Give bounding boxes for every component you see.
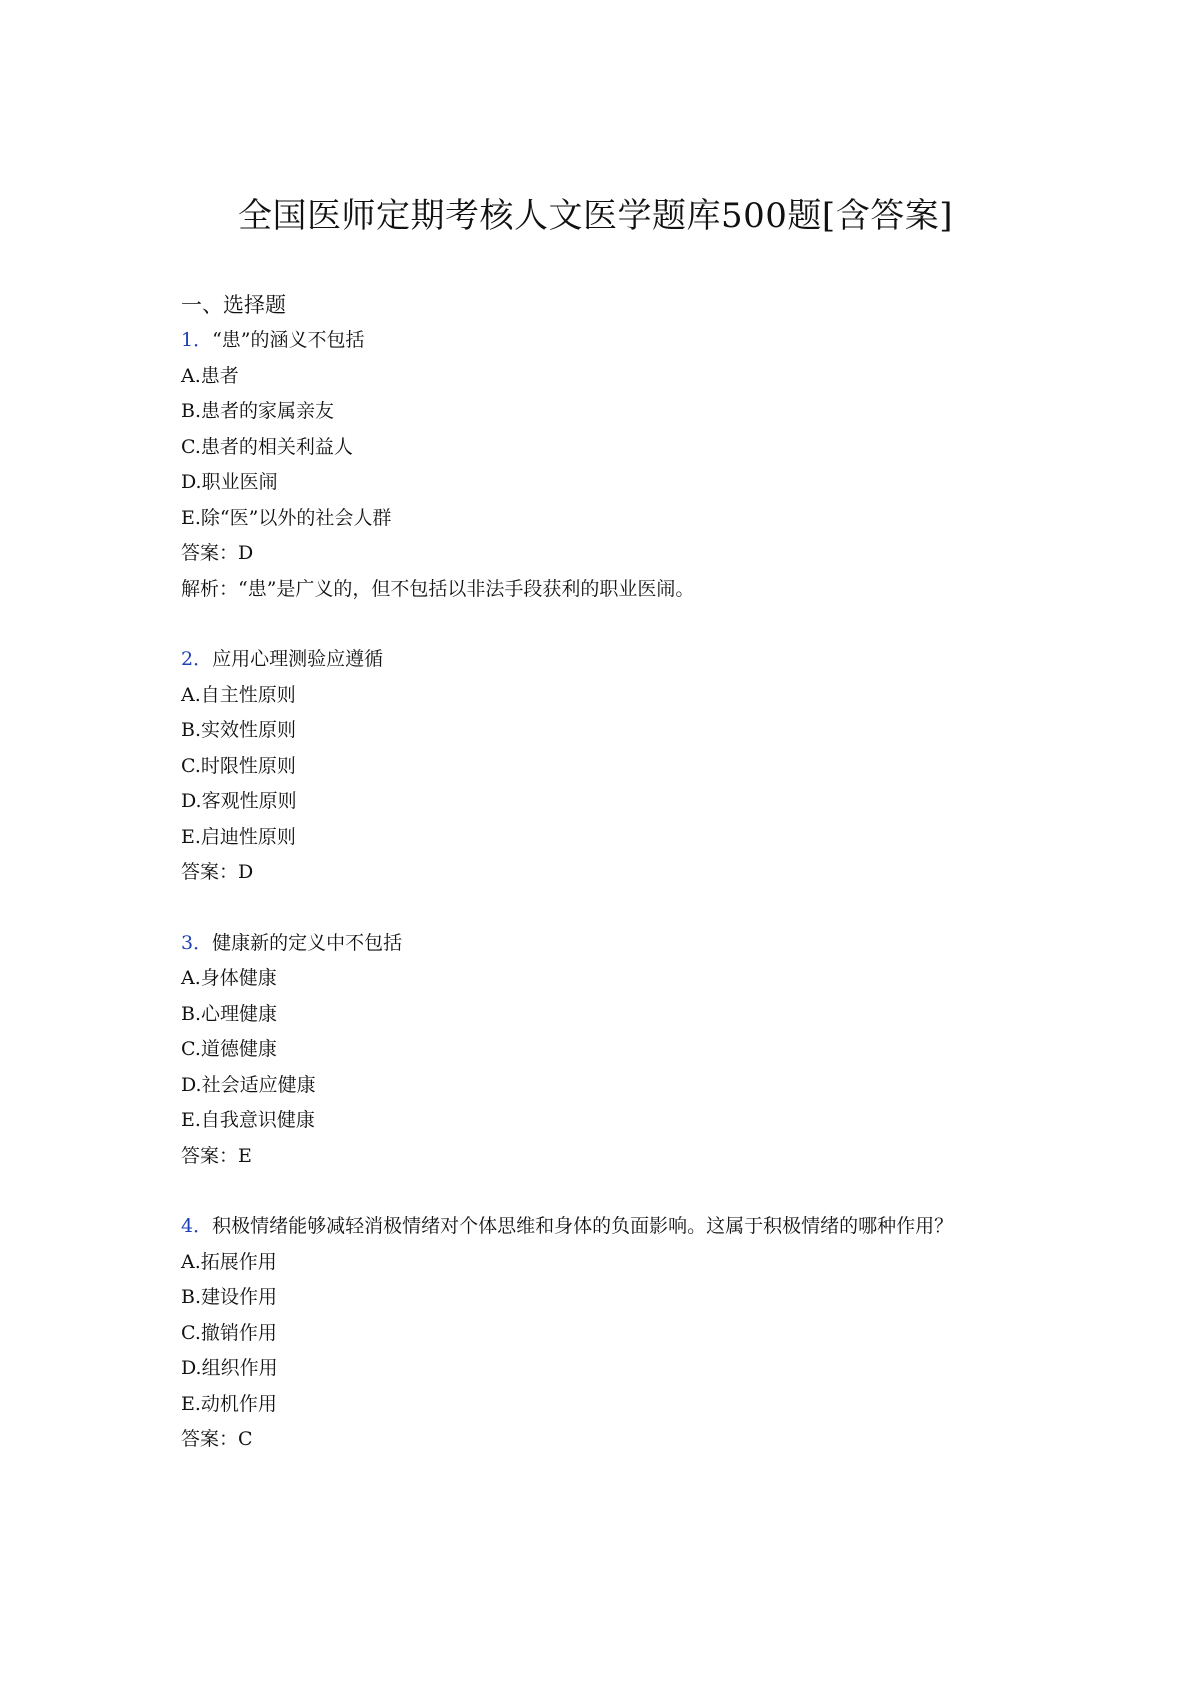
option-c: C.道德健康 [181, 1038, 277, 1060]
answer: 答案：D [181, 542, 254, 564]
option-b: B.实效性原则 [181, 719, 297, 741]
question-4 [181, 1209, 1021, 1458]
option-e: E.启迪性原则 [181, 825, 296, 848]
question-number: 4． [181, 1215, 213, 1237]
option-d: D.社会适应健康 [181, 1073, 316, 1096]
option-b: B.患者的家属亲友 [181, 400, 335, 422]
question-number: 3． [181, 931, 213, 954]
option-a: A.拓展作用 [181, 1250, 277, 1273]
option-e: E.自我意识健康 [181, 1109, 315, 1131]
analysis: 解析：“患”是广义的，但不包括以非法手段获利的职业医闹。 [181, 577, 695, 600]
question-number: 2． [181, 648, 213, 670]
option-c: C.患者的相关利益人 [181, 435, 353, 458]
question-text: 健康新的定义中不包括 [212, 931, 403, 954]
option-a: A.自主性原则 [181, 683, 296, 706]
option-b: B.心理健康 [181, 1002, 278, 1025]
option-e: E.动机作用 [181, 1392, 277, 1415]
question-text: “患”的涵义不包括 [212, 329, 365, 351]
document-body [181, 288, 1021, 1458]
answer: 答案：E [181, 1144, 252, 1167]
question-stem [181, 323, 1021, 359]
question-stem [181, 642, 1021, 678]
option-d: D.客观性原则 [181, 790, 297, 812]
option-b: B.建设作用 [181, 1286, 278, 1308]
option-a: A.患者 [181, 364, 239, 387]
question-1 [181, 323, 1021, 607]
question-number: 1． [181, 329, 213, 351]
question-text: 积极情绪能够减轻消极情绪对个体思维和身体的负面影响。这属于积极情绪的哪种作用？ [212, 1215, 954, 1237]
option-d: D.职业医闹 [181, 471, 278, 493]
question-stem [181, 926, 1021, 962]
question-2 [181, 642, 1021, 891]
option-c: C.时限性原则 [181, 754, 296, 777]
option-e: E.除“医”以外的社会人群 [181, 506, 392, 529]
option-a: A.身体健康 [181, 967, 277, 989]
question-text: 应用心理测验应遵循 [212, 648, 384, 670]
document-title: 全国医师定期考核人文医学题库500题[含答案] [238, 196, 953, 236]
option-d: D.组织作用 [181, 1357, 278, 1379]
question-3 [181, 926, 1021, 1175]
option-c: C.撤销作用 [181, 1321, 277, 1344]
section-heading: 一、选择题 [181, 293, 286, 317]
answer: 答案：D [181, 861, 254, 883]
answer: 答案：C [181, 1428, 253, 1450]
question-stem [181, 1209, 1021, 1245]
